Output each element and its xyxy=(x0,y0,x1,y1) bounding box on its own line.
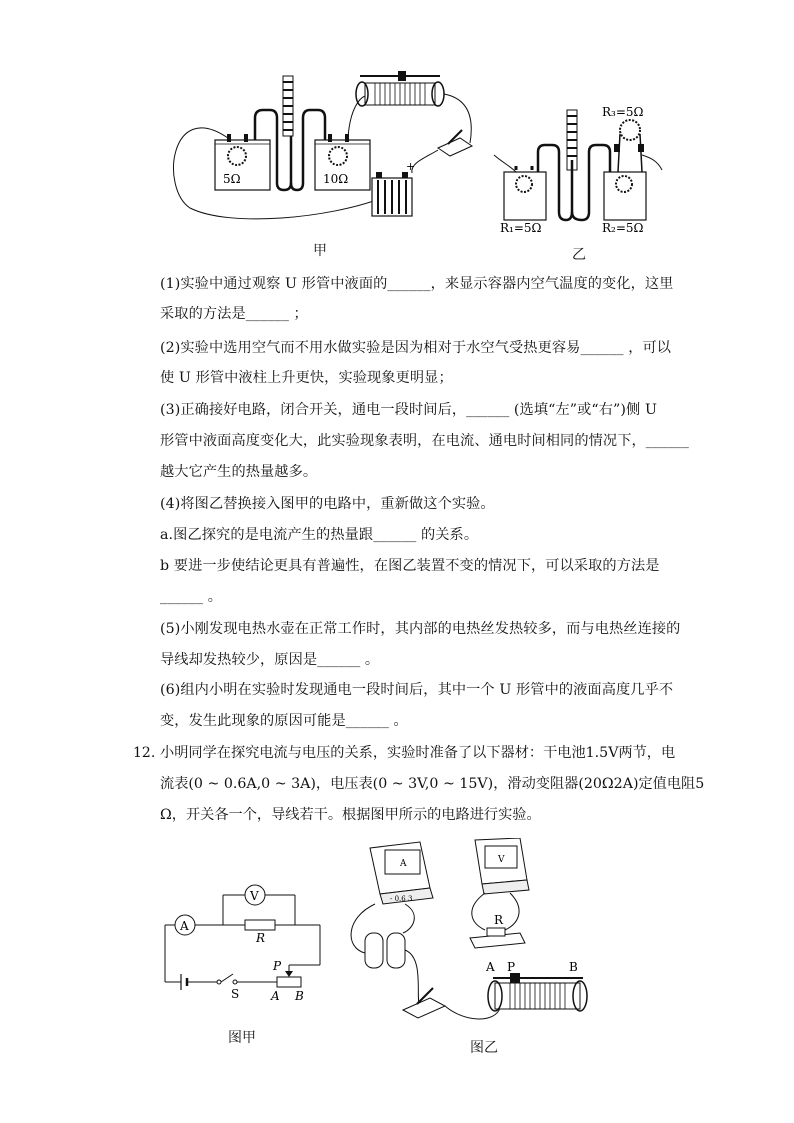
ammeter-terminals: - 0.6 3 xyxy=(390,895,413,903)
figure-yi2-apparatus xyxy=(345,838,615,1033)
q11-line-1: (1)实验中通过观察 U 形管中液面的______，来显示容器内空气温度的变化，这里 xyxy=(160,276,674,292)
figure-yi2-caption: 图乙 xyxy=(470,1040,498,1056)
q11-line-13: 导线却发热较少，原因是______ 。 xyxy=(160,652,380,668)
figure-yi-apparatus xyxy=(492,100,667,245)
figure-jia2-circuit xyxy=(155,870,340,1005)
q11-line-8: (4)将图乙替换接入图甲的电路中，重新做这个实验。 xyxy=(160,496,495,512)
q11-line-6: 形管中液面高度变化大，此实验现象表明，在电流、通电时间相同的情况下，______ xyxy=(160,433,689,449)
q11-line-15: 变，发生此现象的原因可能是______ 。 xyxy=(160,713,408,729)
rheostat-b-label: B xyxy=(295,989,304,1003)
rheostat-p-label: P xyxy=(507,960,516,974)
meter-a-label: A xyxy=(400,859,407,869)
meter-v-label: V xyxy=(498,855,505,865)
r2-label: R₂=5Ω xyxy=(602,221,644,235)
left-resistor-label: 5Ω xyxy=(223,172,241,186)
q11-line-3: (2)实验中选用空气而不用水做实验是因为相对于水空气受热更容易______ ，可以 xyxy=(160,340,672,356)
q11-line-9: a.图乙探究的是电流产生的热量跟______ 的关系。 xyxy=(160,527,479,543)
ammeter-symbol-label: A xyxy=(180,919,189,933)
q11-line-4: 使 U 形管中液柱上升更快，实验现象更明显； xyxy=(160,370,453,386)
resistor-r-board-label: R xyxy=(494,913,504,927)
right-resistor-label: 10Ω xyxy=(323,172,349,186)
q12-line-1: 小明同学在探究电流与电压的关系，实验时准备了以下器材：干电池1.5V两节，电 xyxy=(160,745,676,761)
q11-line-12: (5)小刚发现电热水壶在正常工作时，其内部的电热丝发热较多，而与电热丝连接的 xyxy=(160,621,681,637)
q12-line-3: Ω，开关各一个，导线若干。根据图甲所示的电路进行实验。 xyxy=(160,807,541,823)
q11-line-5: (3)正确接好电路，闭合开关，通电一段时间后，______ (选填“左”或“右”)侧 U xyxy=(160,402,657,418)
rheostat-a-label: A xyxy=(271,989,280,1003)
r1-label: R₁=5Ω xyxy=(500,221,542,235)
figure-yi-caption: 乙 xyxy=(572,247,586,263)
q11-line-14: (6)组内小明在实验时发现通电一段时间后，其中一个 U 形管中的液面高度几乎不 xyxy=(160,682,674,698)
switch-s-label: S xyxy=(231,987,240,1001)
figure-jia-apparatus xyxy=(160,68,490,238)
q11-line-7: 越大它产生的热量越多。 xyxy=(160,464,318,480)
battery-plus-label: + xyxy=(406,160,416,173)
q11-line-11: ______ 。 xyxy=(160,589,223,605)
voltmeter-symbol-label: V xyxy=(250,889,259,903)
rheostat-b-terminal-label: B xyxy=(569,960,578,974)
r3-label: R₃=5Ω xyxy=(602,105,644,119)
q12-line-2: 流表(0 ~ 0.6A,0 ~ 3A)，电压表(0 ~ 3V,0 ~ 15V)，滑动变阻器(20Ω2A)定值电阻5 xyxy=(160,776,705,792)
resistor-r-label: R xyxy=(256,931,266,945)
q11-line-10: b 要进一步使结论更具有普遍性，在图乙装置不变的情况下，可以采取的方法是 xyxy=(160,558,660,574)
slider-p-label: P xyxy=(273,959,282,973)
rheostat-a-terminal-label: A xyxy=(486,960,495,974)
q11-line-2: 采取的方法是______ ； xyxy=(160,306,308,322)
figure-jia-caption: 甲 xyxy=(313,243,327,259)
q12-number: 12. xyxy=(133,745,156,761)
figure-jia2-caption: 图甲 xyxy=(228,1030,256,1046)
